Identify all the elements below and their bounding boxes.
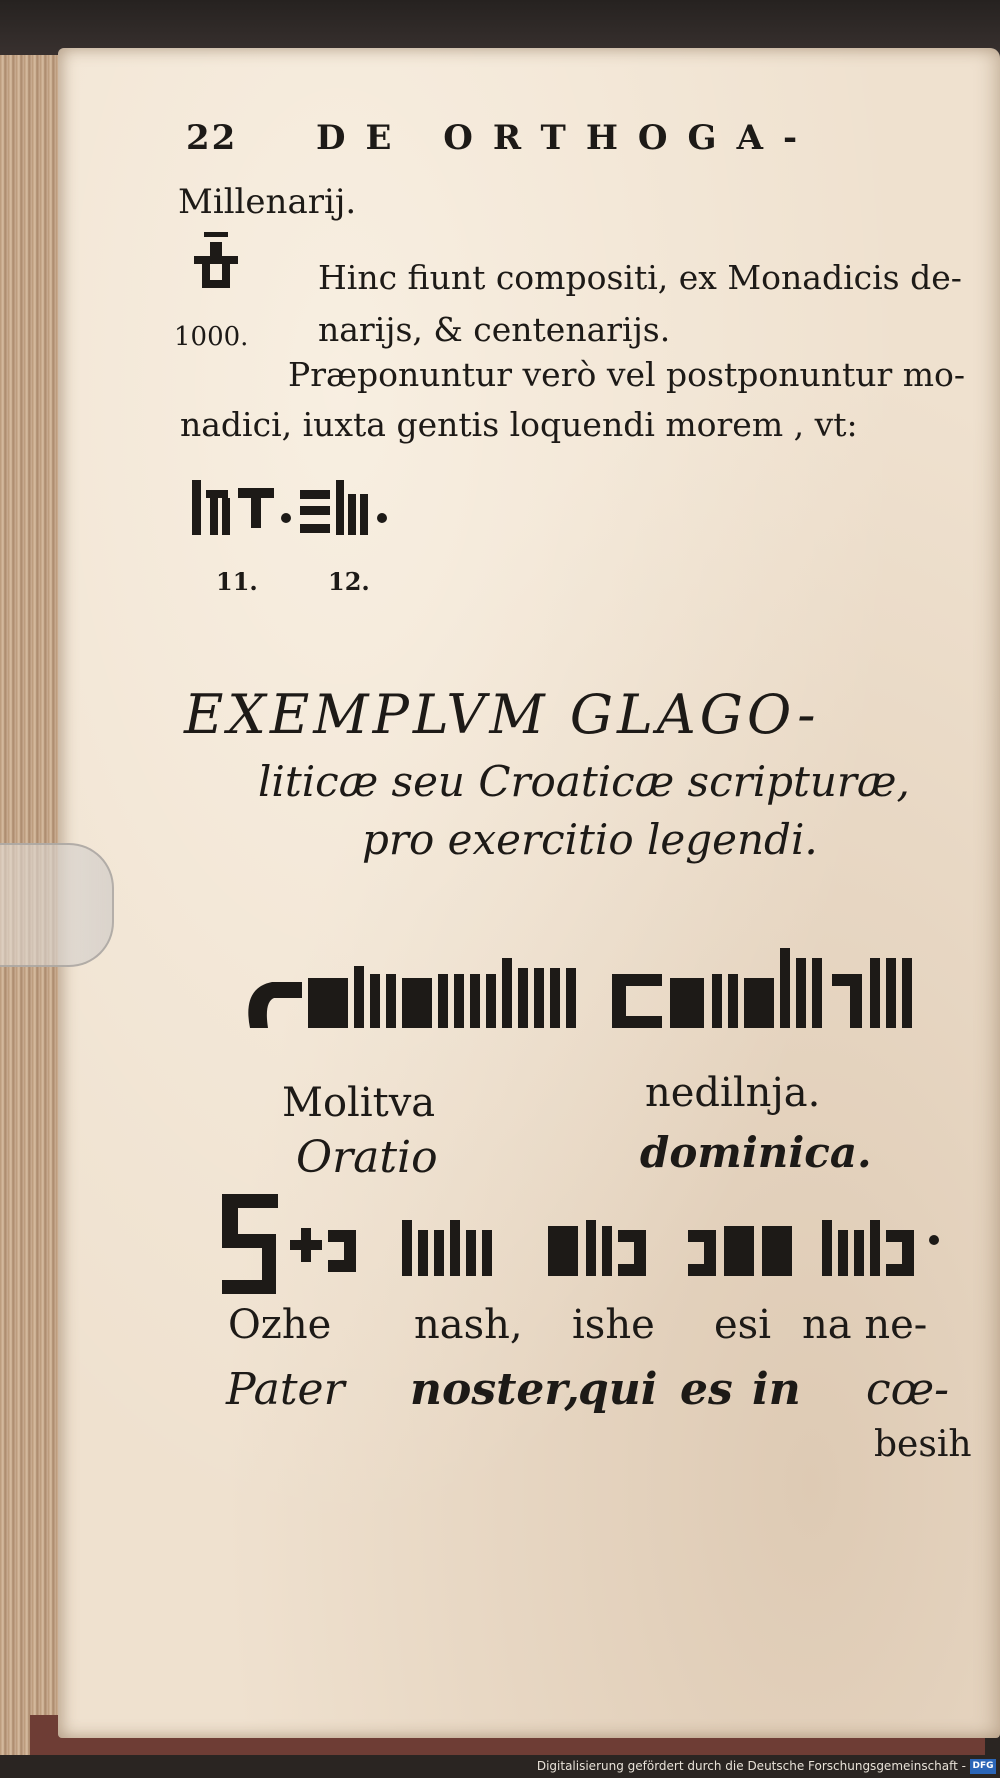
glagolitic-thousand-glyph: [190, 230, 242, 302]
page-header: [186, 118, 817, 158]
glagolitic-numeral-examples: [188, 470, 408, 550]
text-line-1: Hinc fiunt compositi, ex Monadicis de-: [318, 258, 962, 297]
prayer-title-latin-1: Oratio: [296, 1132, 438, 1183]
page-number: 22: [186, 118, 238, 158]
prayer-latin-word-3: qui: [578, 1364, 658, 1415]
example-number-11: 11.: [216, 567, 258, 596]
prayer-croatian-word-4: esi: [714, 1302, 771, 1348]
text-line-2: narijs, & centenarijs.: [318, 310, 671, 349]
catchword: besih: [874, 1424, 972, 1465]
prayer-title-croatian-1: Molitva: [282, 1080, 436, 1126]
prayer-latin-word-2: noster,: [410, 1364, 580, 1415]
prayer-latin-word-5: in: [752, 1364, 801, 1415]
prayer-croatian-word-5: na ne-: [802, 1302, 928, 1348]
example-title-line-2: liticæ seu Croaticæ scripturæ,: [258, 757, 910, 806]
glagolitic-prayer-line: [218, 1190, 958, 1300]
running-title: DE ORTHOGA-: [316, 118, 818, 158]
prayer-latin-word-4: es: [680, 1364, 733, 1415]
example-title-line-1: EXEMPLVM GLAGO-: [184, 683, 820, 746]
example-number-12: 12.: [328, 567, 370, 596]
text-line-4: nadici, iuxta gentis loquendi morem , vt:: [180, 405, 858, 444]
prayer-title-latin-2: dominica.: [640, 1128, 872, 1177]
glagolitic-prayer-title: [242, 928, 922, 1048]
prayer-croatian-word-2: nash,: [414, 1302, 523, 1348]
prayer-latin-word-1: Pater: [226, 1364, 345, 1415]
prayer-title-croatian-2: nedilnja.: [645, 1070, 821, 1116]
digitization-footer: [0, 1756, 1000, 1778]
dfg-logo: DFG: [970, 1759, 996, 1774]
example-title-line-3: pro exercitio legendi.: [362, 815, 818, 864]
page-clip: [0, 843, 114, 967]
prayer-croatian-word-1: Ozhe: [228, 1302, 332, 1348]
millenarij-heading: Millenarij.: [178, 182, 357, 222]
text-line-3: Præponuntur verò vel postponuntur mo-: [288, 355, 966, 394]
digitization-credit: Digitalisierung gefördert durch die Deutsche Forschungsgemeinschaft -: [536, 1759, 966, 1773]
prayer-croatian-word-3: ishe: [572, 1302, 655, 1348]
thousand-label: 1000.: [174, 322, 249, 352]
prayer-latin-word-6: cœ-: [866, 1364, 950, 1415]
